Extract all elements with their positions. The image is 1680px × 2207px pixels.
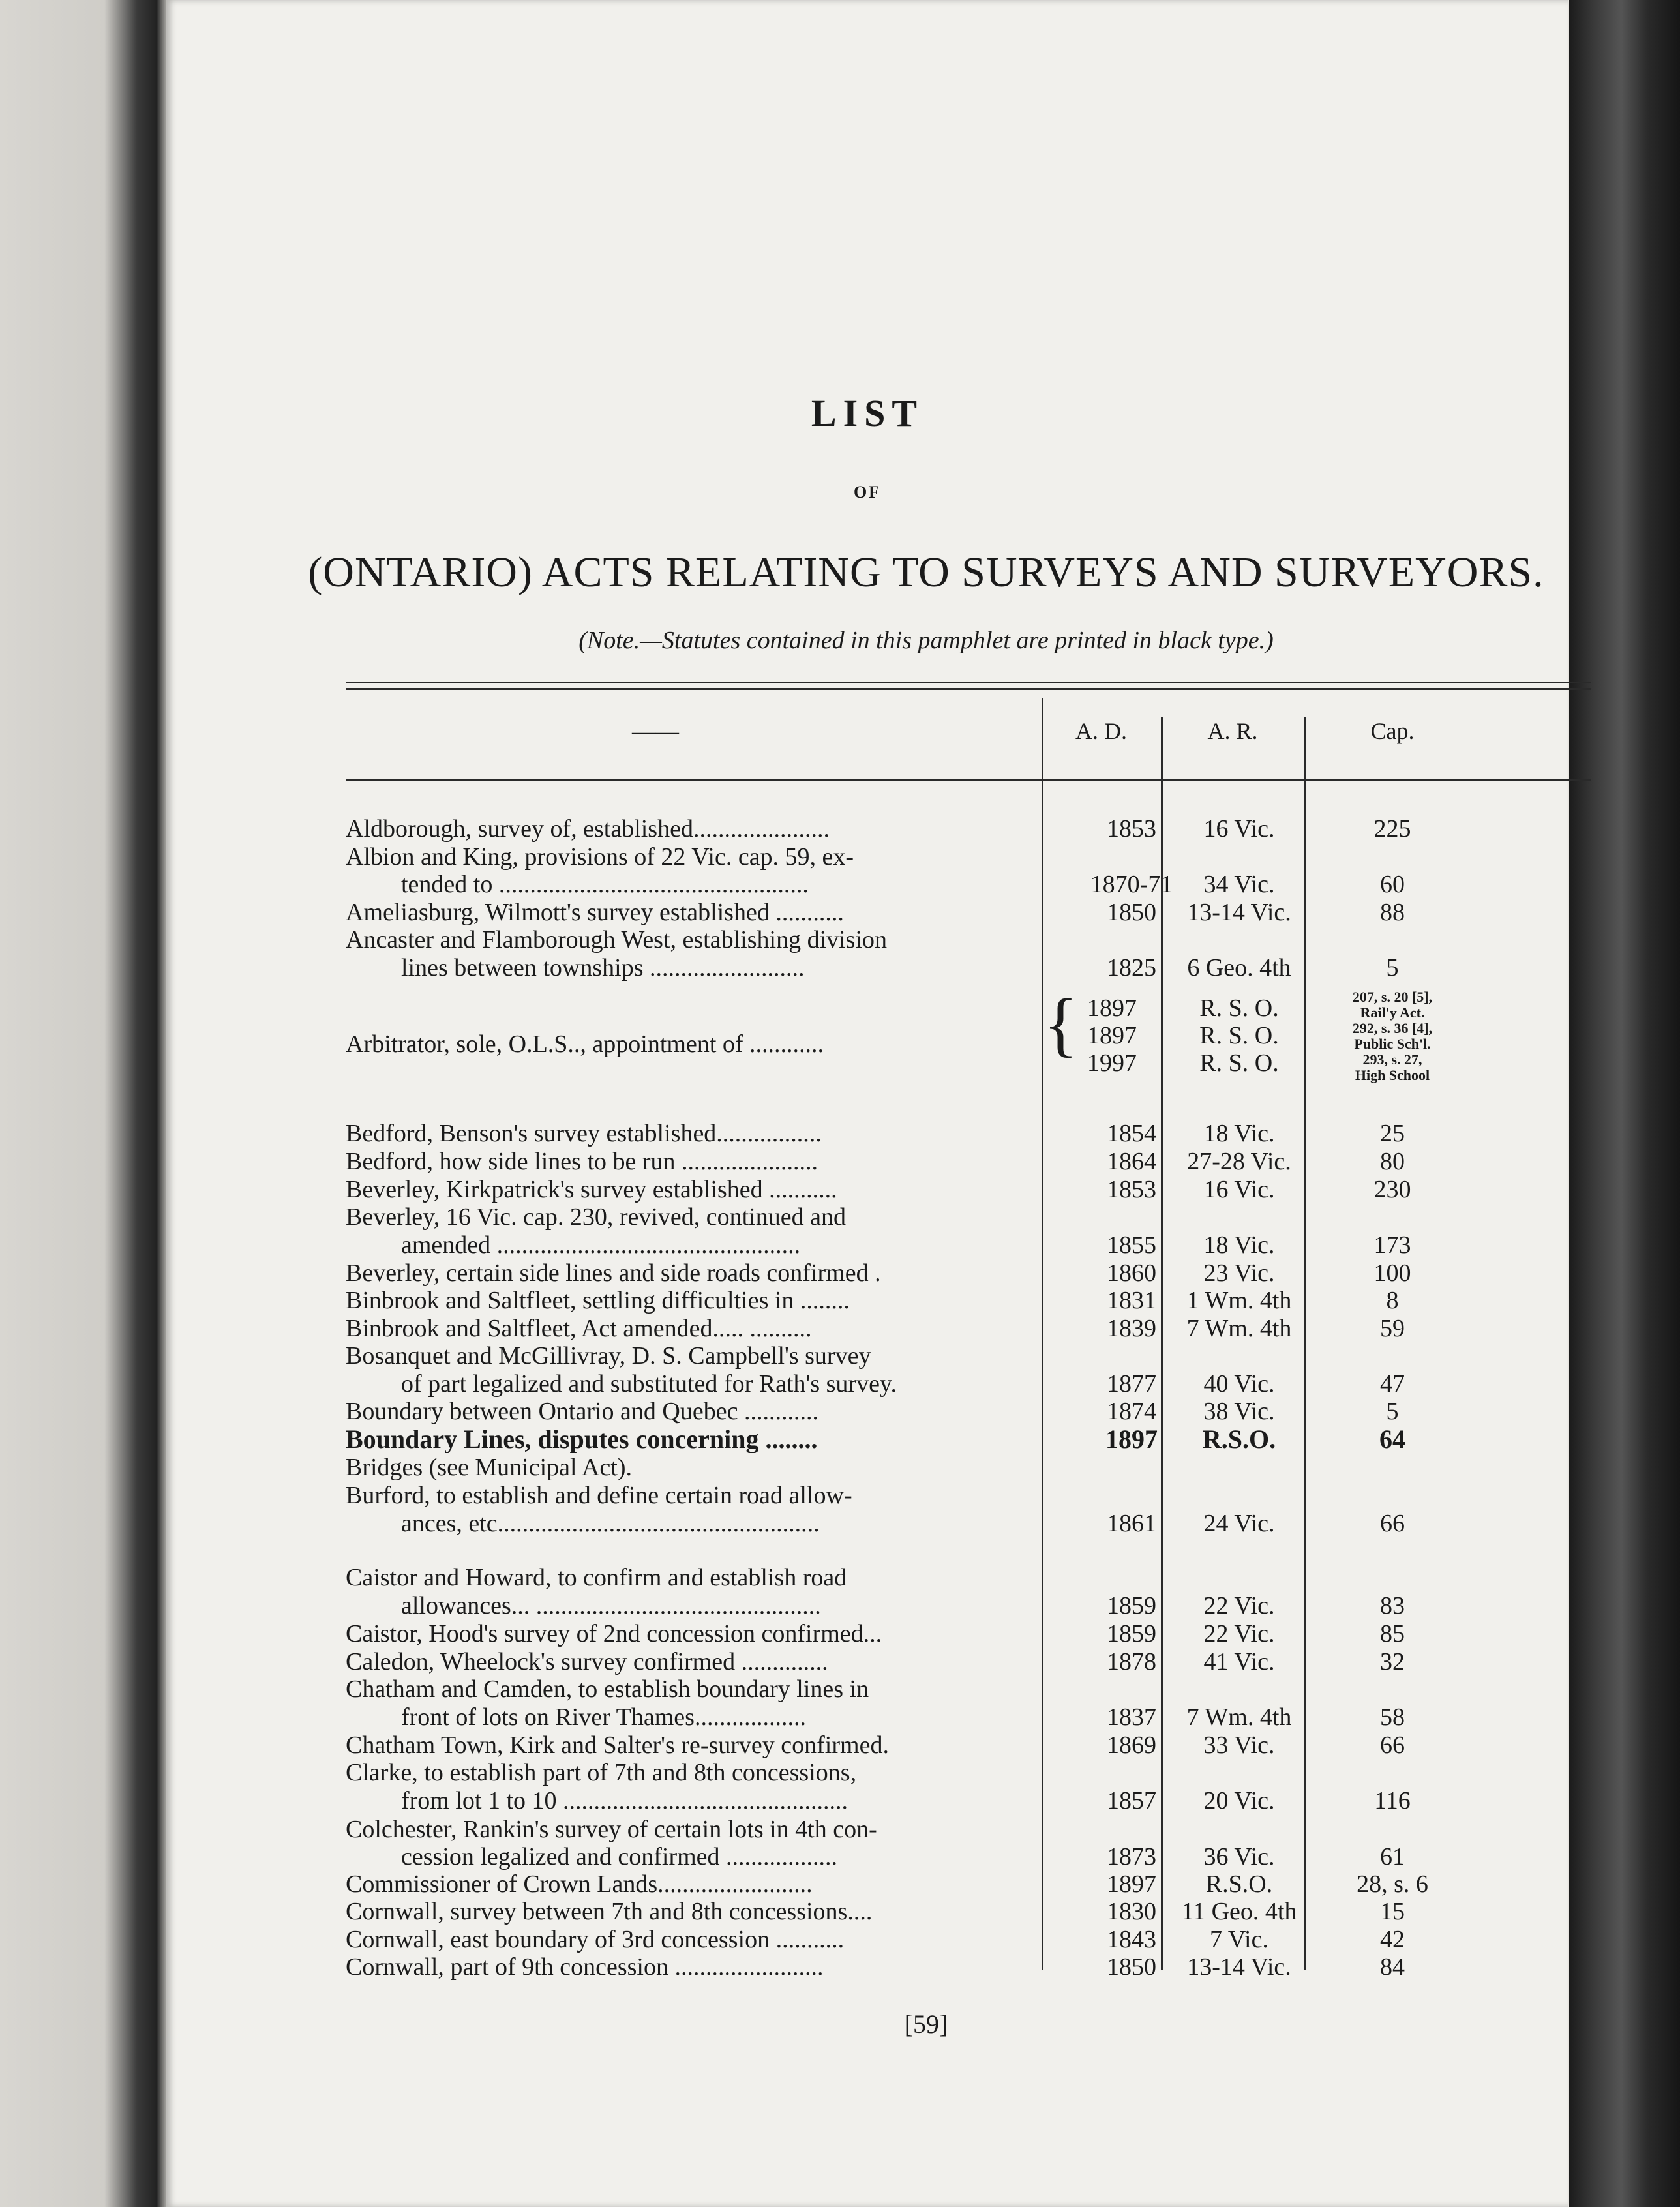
entry-year: 1869 [1107, 1732, 1156, 1759]
entry-year: 1877 [1107, 1370, 1156, 1398]
entry-year: 1857 [1107, 1787, 1156, 1814]
entry-regnal-year: 23 Vic. [1203, 1259, 1275, 1287]
entry-chapter-note: Public Sch'l. [1354, 1036, 1431, 1052]
entry-chapter: 32 [1380, 1648, 1405, 1675]
entry-year: 1850 [1107, 899, 1156, 926]
entry-regnal-year: 7 Wm. 4th [1186, 1704, 1292, 1731]
entry-text: Chatham Town, Kirk and Salter's re-survey confirmed. [346, 1732, 889, 1759]
entry-text: cession legalized and confirmed .................. [401, 1843, 838, 1870]
entry-regnal-year: 18 Vic. [1203, 1231, 1275, 1259]
entry-chapter: 88 [1380, 899, 1405, 926]
entry-year: 1860 [1107, 1259, 1156, 1287]
table-row [166, 1398, 1568, 1425]
table-row [166, 1148, 1568, 1175]
entry-regnal-year: 16 Vic. [1203, 1176, 1275, 1203]
entry-chapter: 100 [1373, 1259, 1411, 1287]
entry-chapter: 58 [1380, 1704, 1405, 1731]
entry-chapter: 8 [1386, 1287, 1399, 1314]
entry-chapter: 66 [1380, 1510, 1405, 1537]
table-row [166, 984, 1568, 1083]
table-row [166, 1926, 1568, 1953]
entry-regnal-year: 41 Vic. [1203, 1648, 1275, 1675]
entry-text: Cornwall, part of 9th concession ........................ [346, 1953, 824, 1981]
column-header-cap: Cap. [1370, 718, 1415, 744]
entry-text: Burford, to establish and define certain road allow- [346, 1482, 852, 1509]
table-row [166, 1176, 1568, 1203]
heading-of: OF [853, 483, 882, 502]
entry-regnal-year: 20 Vic. [1203, 1787, 1275, 1814]
page-title: (ONTARIO) ACTS RELATING TO SURVEYS AND SURVEYORS. [308, 548, 1544, 596]
entry-text: Ameliasburg, Wilmott's survey established ........... [346, 899, 844, 926]
entry-text: Arbitrator, sole, O.L.S.., appointment of ............ [346, 1030, 824, 1058]
column-header-ar: A. R. [1207, 718, 1258, 744]
table-row [166, 899, 1568, 926]
entry-year: 1830 [1107, 1898, 1156, 1925]
entry-year: 1874 [1107, 1398, 1156, 1425]
entry-text: Boundary Lines, disputes concerning ........ [346, 1426, 818, 1453]
entry-text: Cornwall, east boundary of 3rd concession ........... [346, 1926, 845, 1953]
entry-year: 1853 [1107, 1176, 1156, 1203]
entry-chapter: 83 [1380, 1592, 1405, 1619]
entry-year: 1843 [1107, 1926, 1156, 1953]
entry-year: 1839 [1107, 1315, 1156, 1342]
header-bottom-rule [346, 779, 1591, 781]
entry-chapter: 15 [1380, 1898, 1405, 1925]
entry-chapter: 47 [1380, 1370, 1405, 1398]
table-row [166, 1370, 1568, 1398]
entry-year: 1859 [1107, 1620, 1156, 1647]
entry-regnal-year: R. S. O. [1199, 1049, 1279, 1077]
entry-regnal-year: 22 Vic. [1203, 1620, 1275, 1647]
entry-year: 1850 [1107, 1953, 1156, 1981]
entry-text: Beverley, Kirkpatrick's survey established ........... [346, 1176, 837, 1203]
entry-text: Caistor and Howard, to confirm and establish road [346, 1564, 847, 1591]
table-row [166, 1120, 1568, 1147]
table-row [166, 1231, 1568, 1259]
entry-regnal-year: 1 Wm. 4th [1186, 1287, 1292, 1314]
entry-regnal-year: 27-28 Vic. [1187, 1148, 1291, 1175]
entry-regnal-year: 22 Vic. [1203, 1592, 1275, 1619]
entry-chapter: 64 [1379, 1424, 1405, 1454]
entry-text: Beverley, certain side lines and side roads confirmed . [346, 1259, 881, 1287]
entry-chapter: 28, s. 6 [1357, 1870, 1428, 1898]
entry-chapter: 59 [1380, 1315, 1405, 1342]
table-row [166, 1648, 1568, 1675]
entry-text: Binbrook and Saltfleet, settling difficulties in ........ [346, 1287, 850, 1314]
entry-chapter: 173 [1373, 1231, 1411, 1259]
entry-regnal-year: R.S.O. [1202, 1424, 1276, 1454]
entry-regnal-year: 16 Vic. [1203, 815, 1275, 843]
entry-text: Colchester, Rankin's survey of certain lots in 4th con- [346, 1816, 877, 1843]
entry-regnal-year: 33 Vic. [1203, 1732, 1275, 1759]
table-row [166, 1870, 1568, 1898]
entry-year: 1855 [1107, 1231, 1156, 1259]
table-row [166, 954, 1568, 982]
entry-text: Cornwall, survey between 7th and 8th concessions.... [346, 1898, 873, 1925]
page-number: [59] [904, 2009, 948, 2039]
entry-regnal-year: 18 Vic. [1203, 1120, 1275, 1147]
table-row [166, 1898, 1568, 1925]
entry-regnal-year: 11 Geo. 4th [1181, 1898, 1297, 1925]
entry-regnal-year: 24 Vic. [1203, 1510, 1275, 1537]
table-row [166, 1426, 1568, 1453]
table-row [166, 815, 1568, 843]
table-row [166, 1510, 1568, 1537]
entry-text: front of lots on River Thames.................. [401, 1704, 806, 1731]
table-row [166, 1704, 1568, 1731]
entry-text: Albion and King, provisions of 22 Vic. cap. 59, ex- [346, 843, 854, 871]
entry-text: lines between townships ......................... [401, 954, 805, 982]
entry-text: Caledon, Wheelock's survey confirmed .............. [346, 1648, 828, 1675]
table-row [166, 1259, 1568, 1287]
entry-text: Commissioner of Crown Lands......................... [346, 1870, 813, 1898]
entry-chapter: 61 [1380, 1843, 1405, 1870]
entry-chapter-note: High School [1355, 1067, 1430, 1083]
entry-text: Caistor, Hood's survey of 2nd concession confirmed... [346, 1620, 882, 1647]
entry-year: 1873 [1107, 1843, 1156, 1870]
entry-chapter: 230 [1373, 1176, 1411, 1203]
entry-text: Bedford, how side lines to be run ...................... [346, 1148, 818, 1175]
entry-year: 1897 [1107, 1870, 1156, 1898]
table-row [166, 926, 1568, 953]
entry-chapter-note: Rail'y Act. [1360, 1004, 1425, 1021]
entry-text: Bosanquet and McGillivray, D. S. Campbell's survey [346, 1342, 871, 1370]
entry-year: 1853 [1107, 815, 1156, 843]
top-rule-2 [346, 688, 1591, 690]
table-row [166, 1787, 1568, 1814]
heading-list: LIST [811, 392, 924, 434]
entry-text: from lot 1 to 10 .............................................. [401, 1787, 848, 1814]
entry-year: 1859 [1107, 1592, 1156, 1619]
entry-regnal-year: 40 Vic. [1203, 1370, 1275, 1398]
top-rule-1 [346, 682, 1591, 683]
entry-chapter-note: 293, s. 27, [1362, 1051, 1422, 1068]
entry-regnal-year: 34 Vic. [1203, 871, 1275, 898]
entry-chapter-note: 207, s. 20 [5], [1352, 989, 1433, 1005]
entry-regnal-year: 13-14 Vic. [1187, 899, 1291, 926]
entry-year: 1825 [1107, 954, 1156, 982]
entry-text: Binbrook and Saltfleet, Act amended..... .......... [346, 1315, 812, 1342]
note-line: (Note.—Statutes contained in this pamphlet are printed in black type.) [578, 627, 1274, 654]
entry-chapter: 25 [1380, 1120, 1405, 1147]
table-row [166, 1287, 1568, 1314]
table-row [166, 1732, 1568, 1759]
entry-year: 1837 [1107, 1704, 1156, 1731]
entry-regnal-year: 13-14 Vic. [1187, 1953, 1291, 1981]
entry-chapter: 84 [1380, 1953, 1405, 1981]
entry-year: 1870-71 [1090, 871, 1173, 898]
entry-regnal-year: R. S. O. [1199, 1022, 1279, 1049]
entry-text: Ancaster and Flamborough West, establishing division [346, 926, 888, 953]
entry-year: 1897 [1087, 1022, 1137, 1049]
entry-regnal-year: R. S. O. [1199, 995, 1279, 1022]
entry-chapter: 5 [1386, 1398, 1399, 1425]
table-row [166, 1620, 1568, 1647]
entry-chapter: 60 [1380, 871, 1405, 898]
brace-glyph: { [1043, 984, 1078, 1064]
table-row [166, 1315, 1568, 1342]
entry-text: amended ................................................. [401, 1231, 801, 1259]
entry-year: 1897 [1105, 1424, 1158, 1454]
left-page-edge [0, 0, 170, 2207]
entry-chapter: 5 [1386, 954, 1399, 982]
entry-chapter: 80 [1380, 1148, 1405, 1175]
table-row [166, 1342, 1568, 1370]
entry-chapter: 66 [1380, 1732, 1405, 1759]
entry-chapter-note: 292, s. 36 [4], [1352, 1020, 1433, 1036]
table-row [166, 1843, 1568, 1870]
entry-regnal-year: 6 Geo. 4th [1187, 954, 1291, 982]
entry-chapter: 42 [1380, 1926, 1405, 1953]
entry-text: Boundary between Ontario and Quebec ............ [346, 1398, 818, 1425]
entry-text: tended to .................................................. [401, 871, 809, 898]
table-row [166, 1564, 1568, 1591]
table-row [166, 1592, 1568, 1619]
entry-text: Beverley, 16 Vic. cap. 230, revived, continued and [346, 1203, 846, 1231]
entry-regnal-year: 7 Vic. [1210, 1926, 1268, 1953]
entry-year: 1854 [1107, 1120, 1156, 1147]
entry-text: ances, etc.................................................... [401, 1510, 820, 1537]
entry-regnal-year: 38 Vic. [1203, 1398, 1275, 1425]
entry-year: 1997 [1087, 1049, 1137, 1077]
entry-regnal-year: 7 Wm. 4th [1186, 1315, 1292, 1342]
entry-regnal-year: 36 Vic. [1203, 1843, 1275, 1870]
table-row [166, 1482, 1568, 1509]
entry-chapter: 85 [1380, 1620, 1405, 1647]
table-row [166, 1454, 1568, 1481]
table-row [166, 871, 1568, 898]
entry-text: Clarke, to establish part of 7th and 8th concessions, [346, 1759, 857, 1786]
document-page [166, 0, 1568, 2207]
entry-year: 1864 [1107, 1148, 1156, 1175]
table-row [166, 1759, 1568, 1786]
entry-text: Aldborough, survey of, established...................... [346, 815, 830, 843]
entry-regnal-year: R.S.O. [1205, 1870, 1273, 1898]
column-header-ad: A. D. [1075, 718, 1127, 744]
entry-text: Chatham and Camden, to establish boundary lines in [346, 1675, 869, 1703]
column-header-subject: —— [632, 718, 679, 744]
entry-year: 1831 [1107, 1287, 1156, 1314]
entry-text: of part legalized and substituted for Rath's survey. [401, 1370, 897, 1398]
table-row [166, 843, 1568, 871]
table-row [166, 1203, 1568, 1231]
entry-chapter: 116 [1374, 1787, 1411, 1814]
entry-year: 1897 [1087, 995, 1137, 1022]
table-row [166, 1675, 1568, 1703]
entry-text: Bridges (see Municipal Act). [346, 1454, 633, 1481]
entry-year: 1878 [1107, 1648, 1156, 1675]
entry-text: Bedford, Benson's survey established................. [346, 1120, 822, 1147]
book-spine-edge [1569, 0, 1680, 2207]
entry-chapter: 225 [1373, 815, 1411, 843]
entry-year: 1861 [1107, 1510, 1156, 1537]
table-row [166, 1816, 1568, 1843]
entry-text: allowances... .............................................. [401, 1592, 821, 1619]
table-row [166, 1953, 1568, 1981]
